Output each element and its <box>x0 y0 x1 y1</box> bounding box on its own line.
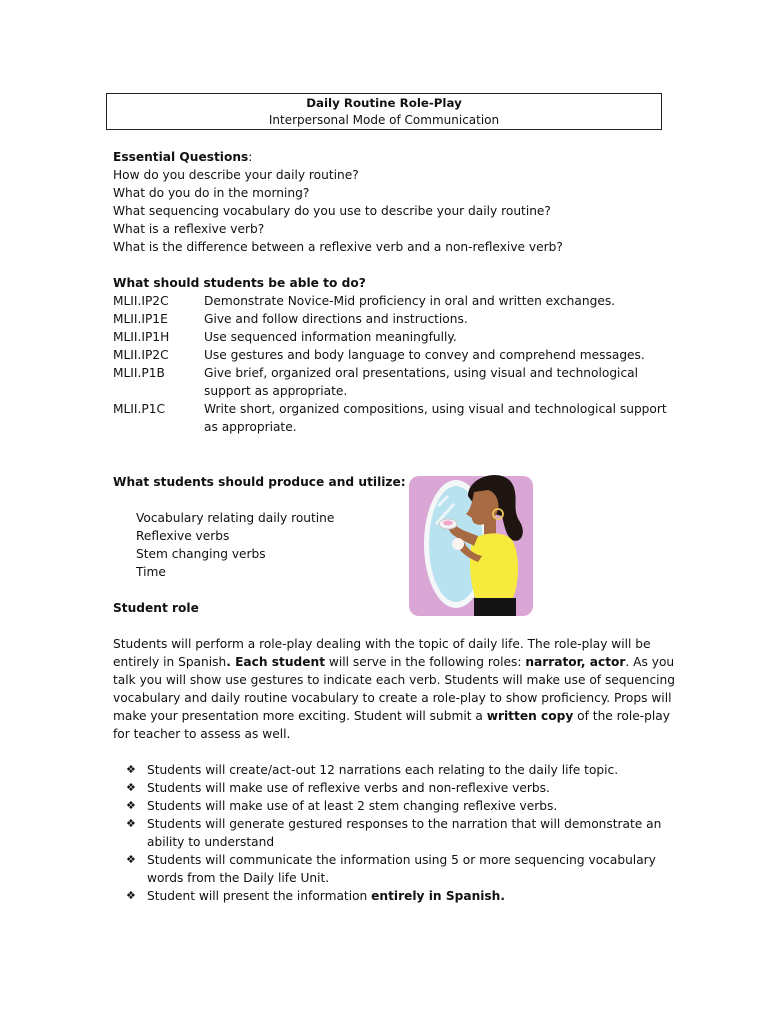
document-title: Daily Routine Role-Play <box>306 96 462 110</box>
black-skirt <box>474 598 516 616</box>
compact-powder <box>443 521 453 526</box>
bullet-item: Students will make use of reflexive verbs and non-reflexive verbs. <box>147 781 550 795</box>
standard-code: MLII.IP1E <box>113 312 168 326</box>
standard-code: MLII.IP1H <box>113 330 170 344</box>
question-item: What do you do in the morning? <box>113 186 310 200</box>
essential-questions-heading: Essential Questions: <box>113 150 253 164</box>
role-paragraph-line: Students will perform a role-play dealing with the topic of daily life. The role-play will be <box>113 637 651 651</box>
standard-text: Write short, organized compositions, using visual and technological support <box>204 402 667 416</box>
standard-code: MLII.IP2C <box>113 294 169 308</box>
produce-item: Vocabulary relating daily routine <box>136 511 335 525</box>
standard-text: Use gestures and body language to convey and comprehend messages. <box>204 348 645 362</box>
standard-text: Use sequenced information meaningfully. <box>204 330 457 344</box>
question-item: How do you describe your daily routine? <box>113 168 359 182</box>
standard-code: MLII.IP2C <box>113 348 169 362</box>
standard-text: Give brief, organized oral presentations, using visual and technological <box>204 366 638 380</box>
standard-text-continued: support as appropriate. <box>204 384 348 398</box>
question-item: What is the difference between a reflexive verb and a non-reflexive verb? <box>113 240 563 254</box>
role-paragraph-line: entirely in Spanish. Each student will serve in the following roles: narrator, actor. As you <box>113 655 675 669</box>
document-subtitle: Interpersonal Mode of Communication <box>268 113 500 127</box>
produce-heading: What students should produce and utilize: <box>113 475 406 489</box>
bullet-marker: ❖ <box>126 763 136 776</box>
bullet-item-continued: ability to understand <box>147 835 275 849</box>
question-item: What sequencing vocabulary do you use to describe your daily routine? <box>113 204 551 218</box>
produce-item: Stem changing verbs <box>136 547 266 561</box>
bullet-item: Students will create/act-out 12 narrations each relating to the daily life topic. <box>147 763 619 777</box>
standards-heading: What should students be able to do? <box>113 276 366 290</box>
role-paragraph-line: vocabulary and daily routine vocabulary to create a role-play to show proficiency. Props will <box>113 691 672 705</box>
bullet-item-continued: words from the Daily life Unit. <box>147 871 330 885</box>
title-box <box>106 93 662 130</box>
role-paragraph-line: talk you will show use gestures to indicate each verb. Students will make use of sequencing <box>113 673 676 687</box>
bullet-marker: ❖ <box>126 817 136 830</box>
standard-text: Give and follow directions and instructions. <box>204 312 468 326</box>
bullet-item: Students will generate gestured responses to the narration that will demonstrate an <box>147 817 662 831</box>
standard-code: MLII.P1B <box>113 366 165 380</box>
standard-code: MLII.P1C <box>113 402 165 416</box>
produce-item: Time <box>136 565 166 579</box>
student-role-heading: Student role <box>113 601 199 615</box>
role-paragraph-line: make your presentation more exciting. Student will submit a written copy of the role-play <box>113 709 670 723</box>
bullet-marker: ❖ <box>126 799 136 812</box>
bullet-item: Students will communicate the information using 5 or more sequencing vocabulary <box>147 853 656 867</box>
standard-text-continued: as appropriate. <box>204 420 297 434</box>
produce-item: Reflexive verbs <box>136 529 230 543</box>
bullet-marker: ❖ <box>126 889 136 902</box>
powder-puff <box>452 538 464 550</box>
woman-mirror-illustration <box>408 466 536 618</box>
role-paragraph-line: for teacher to assess as well. <box>113 727 291 741</box>
bullet-marker: ❖ <box>126 781 136 794</box>
yellow-shirt <box>470 533 518 600</box>
bullet-item: Student will present the information entirely in Spanish. <box>147 889 505 903</box>
bullet-item: Students will make use of at least 2 stem changing reflexive verbs. <box>147 799 558 813</box>
bullet-marker: ❖ <box>126 853 136 866</box>
standard-text: Demonstrate Novice-Mid proficiency in oral and written exchanges. <box>204 294 616 308</box>
question-item: What is a reflexive verb? <box>113 222 265 236</box>
